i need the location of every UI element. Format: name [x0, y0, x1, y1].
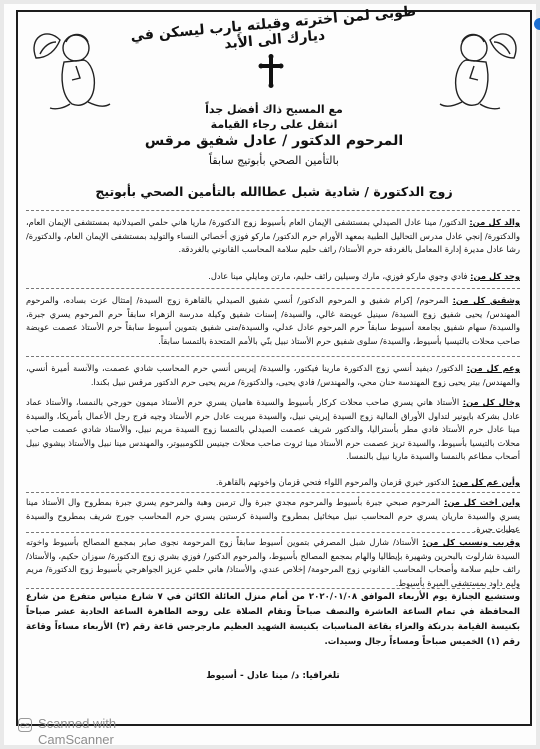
divider — [26, 532, 520, 533]
telegram-contact: تلغرافيا: د/ مينا عادل - أسيوط — [206, 671, 340, 681]
blue-dot-icon — [534, 18, 540, 30]
headline-verse: طوبى لمن اخترته وقبلته يارب ليسكن في ديارك الى الأبد — [129, 3, 417, 53]
section-brother — [26, 294, 520, 348]
section-lead: والد كل من: — [469, 217, 520, 227]
spouse-line: زوج الدكتورة / شادية شبل عطاالله بالتأمين الصحي بأبوتيج — [95, 184, 453, 199]
section-text: فادي وجوي ماركو فوزي، مارك وسيلين رائف حليم، مارتن ومايلي مينا عادل. — [208, 271, 471, 281]
watermark-line-1: Scanned with — [38, 716, 117, 731]
intro-line-2: انتقل على رجاء القيامة — [210, 118, 338, 131]
svg-text:CS: CS — [20, 723, 30, 730]
section-lead: وابن اخت كل من: — [444, 497, 521, 507]
section-relatives — [26, 536, 520, 590]
section-lead: وشقيق كل من: — [452, 295, 520, 305]
watermark-line-2: CamScanner — [38, 732, 114, 747]
cherub-right-icon — [434, 18, 524, 114]
deceased-title: بالتأمين الصحي بأبوتيج سابقاً — [209, 154, 339, 167]
section-lead: وعم كل من: — [466, 363, 521, 373]
camscanner-logo-icon — [18, 718, 32, 732]
section-cousin — [26, 476, 520, 490]
deceased-name: المرحوم الدكتور / عادل شفيق مرقس — [144, 133, 404, 149]
intro-line-1: مع المسيح ذاك أفضل جداً — [205, 103, 343, 116]
divider — [26, 210, 520, 211]
section-lead: وجد كل من: — [470, 271, 520, 281]
section-text: الدكتور/ ديفيد أنسي زوج الدكتورة مارينا فيكتور، والسيدة/ إيريس أنسي حرم المحاسب شادي عصمت، والآنسة أميرة أنسي، والمهندس/ بيتر يحيى زوج المهندسة حنان محي، والمهندس/ فادي يحيى، والدكتورة/ مريم يحيى حرم الدكتور مرقس نبيل بكندا. — [26, 363, 520, 387]
section-grandfather — [26, 270, 520, 284]
section-text: المرحوم صبحي جبرة بأسيوط والمرحوم مجدي جبرة وال ترمين وهبة والمرحوم يسري جبرة بمطروح وال الأستاذ مينا يسري والسيدة ماريان يسري حرم المحاسب نبيل ميخائيل بمطروح والسيدة كرستين يسري حرم المحاسب جورج شريف بمطروح والسيدة عطيات جبرة. — [26, 497, 520, 535]
section-uncle — [26, 362, 520, 389]
section-text: المرحوم/ إكرام شفيق و المرحوم الدكتور/ أنسي شفيق الصيدلي بالقاهرة زوج السيدة/ إمتثال عزت بساده، والمرحوم المهندس/ يحيى شفيق زوج السيدة/ سينيل عويضة غالي، والسيدة/ إسنات شفيق وكيلة مدرسة الزهراء سابقاً حرم المرحوم يسري جبرة، والسيدة/ سهام شفيق بجامعة أسيوط سابقاً حرم المرحوم عادل عدلي، والسيدة/منى شفيق بتموين أسيوط سابقاً حرم الأستاذ عصمت عويضة صاحب محلات بالتيسيا بأسيوط، والسيدة/ سلوى شفيق حرم الأستاذ نبيل بنّي بالأمم المتحدة بالتمسا سابقاً. — [26, 295, 520, 346]
section-lead: وقريب ونسيب كل من: — [422, 537, 520, 547]
section-maternal-uncle — [26, 396, 520, 464]
section-lead: وخال كل من: — [462, 397, 520, 407]
divider — [26, 288, 520, 289]
section-text: الأستاذ هاني يسري صاحب محلات كركار بأسيوط والسيدة هاميان يسري حرم الأستاذ ميمون حورجي بالنمسا، والأستاذ عماد عادل بشركة بايونير لتداول الأوراق المالية زوج السيدة إيريني نبيل، والسيدة ميريت عادل حرم الأستاذ وجيه فرج رجل الأعمال بأمريكا، والسيدة مينا عادل حرم الأستاذ فادي مطر بأستراليا، والدكتور شريف عصمت الصيدلي بالتمسا زوج السيدة مريم نبيل، والأستاذ شادي عصمت صاحب محلات بالتيسيا بأسيوط، والسيدة تريز عصمت حرم الأستاذ مينا ثروت صاحب محلات جينيس للكومبيوتر، والمهندس مينا نبيل والأستاذ بيشوي نبيل أصحاب مطاعم بالنمسا والسيدة ماريا نبيل بالنمسا. — [26, 397, 520, 462]
divider — [26, 356, 520, 357]
section-father — [26, 216, 520, 257]
section-lead: وأبن عم كل من: — [452, 477, 520, 487]
divider — [26, 492, 520, 493]
obituary-page — [4, 4, 536, 745]
section-text: الأستاذ/ شارل شبل المصرفي بتموين أسيوط سابقاً زوج المرحومة نجوى صابر بمجمع المصالح بأسيوط واخوته السيدة شارلوت بالبحرين وشهيرة بإيطاليا والهام بمجمع المصالح بأسيوط، والمرحوم الدكتور/ فوزي بشري زوج الدكتورة/ سوزان حكيم، والأستاذ/ رائف حليم سلامة وأصحاب المحاسب القانوني زوج المرحومة/ إخلاص عندي، والأستاذ/ هاني حلمي عزيز الجواهرجي بأسيوط زوج الدكتورة/ مريم وليم داود بمستشفى المبرة بأسيوط. — [26, 537, 520, 588]
section-nephew — [26, 496, 520, 537]
section-text: الدكتور خيري قزمان والمرحوم اللواء فتحي قزمان واخوتهم بالقاهرة. — [215, 477, 453, 487]
section-text: الدكتور/ مينا عادل الصيدلي بمستشفى الإيمان العام بأسيوط زوج الدكتورة/ ماريا هاني حلمي الصيدلانية بمستشفى الإيمان العام، والدكتورة/ إنجي عادل مدرس التحاليل الطبية بمعهد الأورام حرم الدكتور/ ماركو فوزي أخصائي النساء والتوليد بمستشفى الإيمان العام، والدكتورة/ رشا عادل مديرة إدارة المعامل بالغردقة حرم الأستاذ/ رائف حليم سلامة المحاسب القانوني بالغردقة. — [26, 217, 520, 255]
cherub-left-icon — [26, 18, 116, 114]
funeral-announcement: وستشيع الجنازة يوم الأربعاء الموافق ٢٠٢٠/٠١/٠٨ من أمام منزل العائلة الكائن في ٧ شارع متياس متفرع من شارع المحافظة في تمام الساعة العاشرة والنصف صباحاً وتقام الصلاة على روحه الطاهرة الساعة الحادية عشر صباحاً بكنيسة القيامة بدرنكة والعزاء بقاعة المناسبات بكنيسة الشهيد العظيم مارجرجس قاعة رقم (٣) الأربعاء مساءاً وقاعة رقم (١) الخميس صباحاً ومساءاً رجال وسيدات. — [26, 592, 520, 647]
divider — [26, 588, 520, 589]
cross-icon — [258, 54, 284, 88]
